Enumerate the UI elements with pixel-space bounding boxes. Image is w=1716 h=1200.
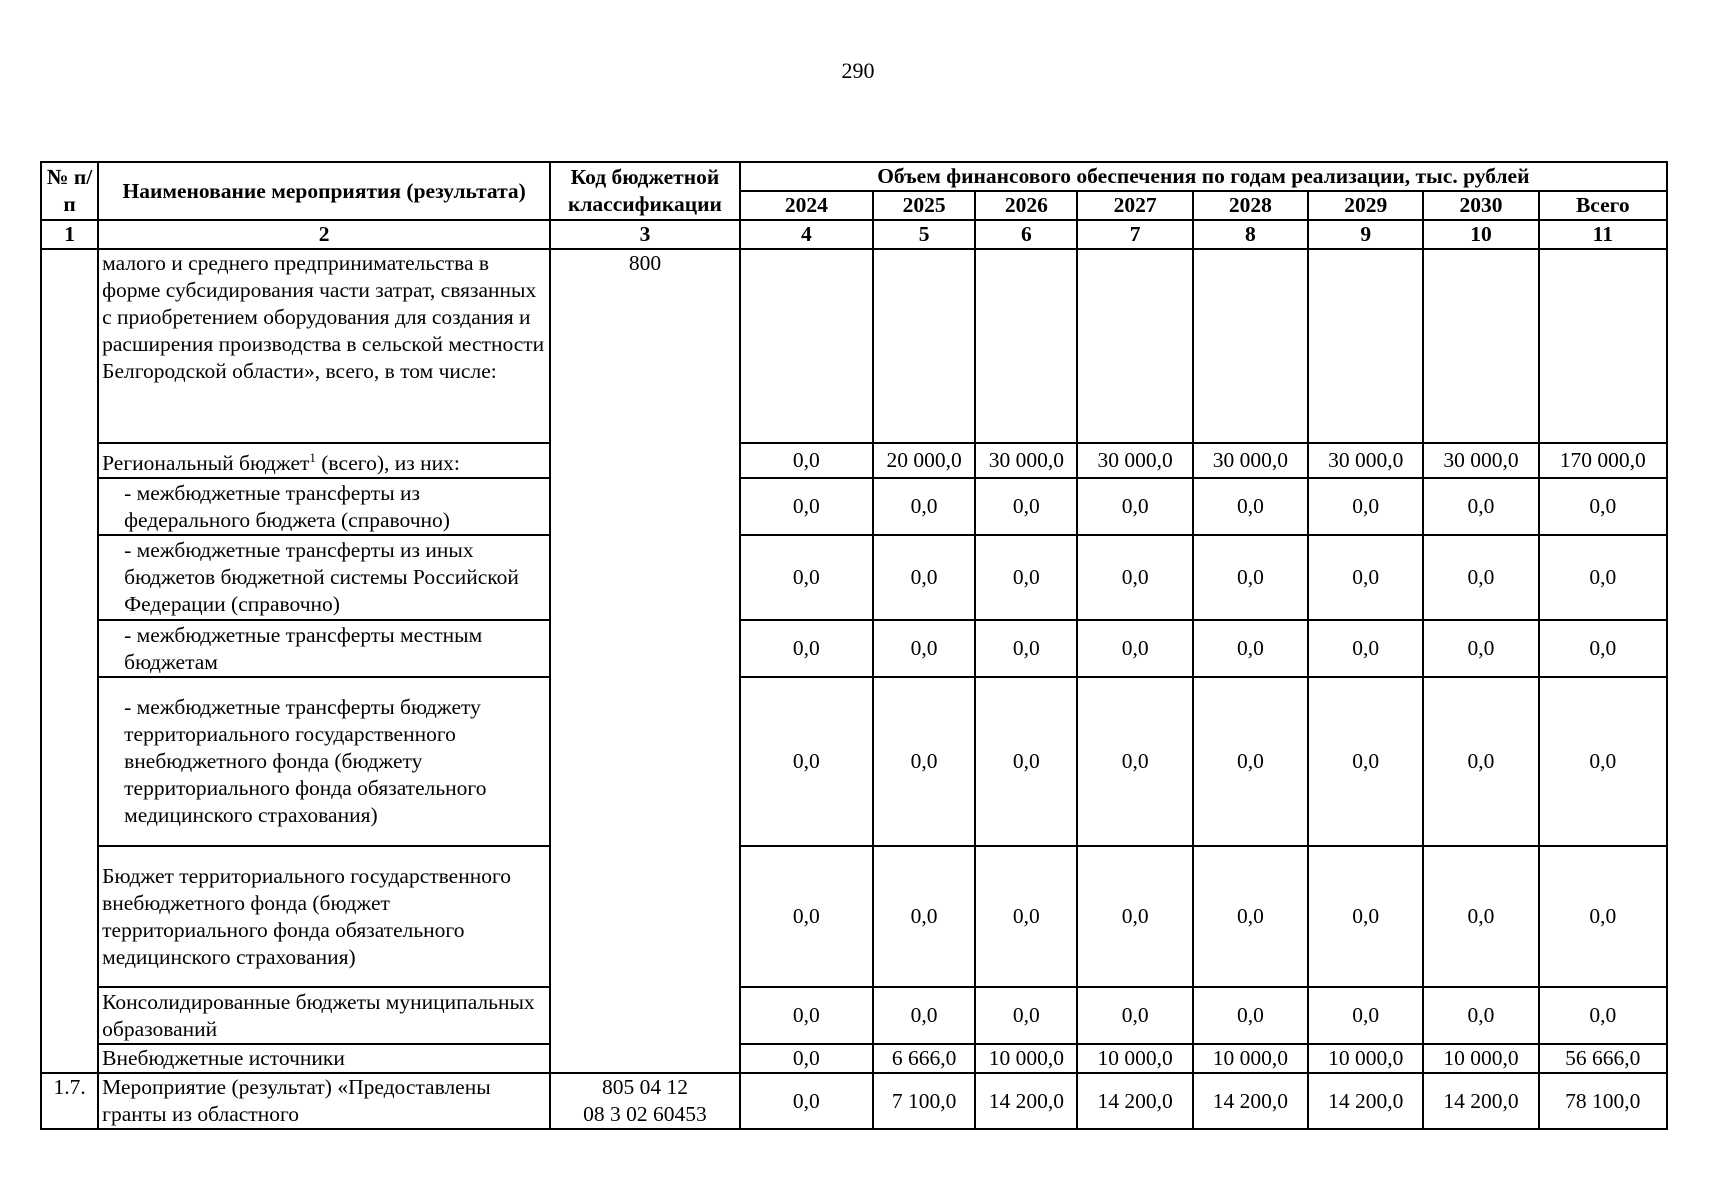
value-cell: 0,0 bbox=[1308, 478, 1423, 535]
value-cell: 0,0 bbox=[1308, 846, 1423, 987]
table-row-1-7 bbox=[41, 1073, 1667, 1129]
value-cell: 0,0 bbox=[1423, 677, 1538, 846]
column-index: 8 bbox=[1193, 220, 1308, 249]
value-cell: 0,0 bbox=[740, 443, 873, 478]
value-cell: 56 666,0 bbox=[1539, 1044, 1667, 1073]
value-cell: 0,0 bbox=[873, 620, 975, 677]
header-total: Всего bbox=[1539, 191, 1667, 220]
value-cell: 0,0 bbox=[1193, 620, 1308, 677]
value-cell: 0,0 bbox=[1423, 846, 1538, 987]
header-volume: Объем финансового обеспечения по годам реализации, тыс. рублей bbox=[740, 162, 1667, 191]
value-cell: 0,0 bbox=[1077, 478, 1192, 535]
value-cell: 170 000,0 bbox=[1539, 443, 1667, 478]
value-cell: 14 200,0 bbox=[975, 1073, 1077, 1129]
value-cell: 0,0 bbox=[1193, 535, 1308, 620]
header-year: 2029 bbox=[1308, 191, 1423, 220]
header-year: 2026 bbox=[975, 191, 1077, 220]
value-cell: 7 100,0 bbox=[873, 1073, 975, 1129]
value-cell: 0,0 bbox=[1193, 846, 1308, 987]
value-cell: 0,0 bbox=[1193, 478, 1308, 535]
value-cell: 0,0 bbox=[1308, 620, 1423, 677]
row-label: - межбюджетные трансферты местным бюджетам bbox=[98, 620, 550, 677]
row-label: - межбюджетные трансферты бюджету территориального государственного внебюджетного фонда (бюджету территориального фонда обязательного медицинского страхования) bbox=[98, 677, 550, 846]
column-index-row bbox=[41, 220, 1667, 249]
value-cell: 0,0 bbox=[1423, 987, 1538, 1044]
value-cell: 10 000,0 bbox=[1308, 1044, 1423, 1073]
value-cell: 0,0 bbox=[1539, 677, 1667, 846]
value-cell: 0,0 bbox=[1193, 987, 1308, 1044]
value-cell: 78 100,0 bbox=[1539, 1073, 1667, 1129]
value-cell: 0,0 bbox=[1077, 535, 1192, 620]
column-index: 4 bbox=[740, 220, 873, 249]
table-row bbox=[41, 535, 1667, 620]
table-row bbox=[41, 846, 1667, 987]
header-year: 2025 bbox=[873, 191, 975, 220]
table-row bbox=[41, 478, 1667, 535]
page-number: 290 bbox=[841, 58, 875, 83]
budget-code: 800 bbox=[550, 249, 739, 1073]
column-index: 1 bbox=[41, 220, 98, 249]
header-row bbox=[41, 162, 1667, 191]
value-cell: 0,0 bbox=[975, 620, 1077, 677]
header-name: Наименование мероприятия (результата) bbox=[98, 162, 550, 220]
value-cell: 0,0 bbox=[975, 987, 1077, 1044]
header-year: 2030 bbox=[1423, 191, 1538, 220]
value-cell: 0,0 bbox=[1308, 535, 1423, 620]
value-cell: 0,0 bbox=[975, 677, 1077, 846]
column-index: 11 bbox=[1539, 220, 1667, 249]
value-cell: 0,0 bbox=[873, 987, 975, 1044]
value-cell: 0,0 bbox=[740, 846, 873, 987]
row-label: Внебюджетные источники bbox=[98, 1044, 550, 1073]
column-index: 9 bbox=[1308, 220, 1423, 249]
value-cell: 0,0 bbox=[740, 620, 873, 677]
value-cell: 0,0 bbox=[1423, 535, 1538, 620]
measure-name: Мероприятие (результат) «Предоставлены гранты из областного bbox=[98, 1073, 550, 1129]
header-year: 2028 bbox=[1193, 191, 1308, 220]
value-cell: 0,0 bbox=[740, 677, 873, 846]
value-cell: 14 200,0 bbox=[1077, 1073, 1192, 1129]
header-num: № п/п bbox=[41, 162, 98, 220]
value-cell: 30 000,0 bbox=[1308, 443, 1423, 478]
value-cell: 0,0 bbox=[740, 1073, 873, 1129]
value-cell: 0,0 bbox=[873, 478, 975, 535]
table-row bbox=[41, 987, 1667, 1044]
column-index: 5 bbox=[873, 220, 975, 249]
column-index: 3 bbox=[550, 220, 739, 249]
value-cell: 0,0 bbox=[873, 677, 975, 846]
value-cell: 30 000,0 bbox=[1193, 443, 1308, 478]
row-num: 1.7. bbox=[41, 1073, 98, 1129]
value-cell: 6 666,0 bbox=[873, 1044, 975, 1073]
value-cell: 20 000,0 bbox=[873, 443, 975, 478]
value-cell: 0,0 bbox=[740, 535, 873, 620]
budget-code: 805 04 12 08 3 02 60453 bbox=[550, 1073, 739, 1129]
value-cell: 0,0 bbox=[740, 478, 873, 535]
value-cell: 0,0 bbox=[1539, 987, 1667, 1044]
value-cell: 30 000,0 bbox=[1423, 443, 1538, 478]
row-label: - межбюджетные трансферты из иных бюджетов бюджетной системы Российской Федерации (справочно) bbox=[98, 535, 550, 620]
header-year: 2027 bbox=[1077, 191, 1192, 220]
header-year: 2024 bbox=[740, 191, 873, 220]
value-cell: 0,0 bbox=[740, 1044, 873, 1073]
value-cell: 0,0 bbox=[1423, 620, 1538, 677]
table-row bbox=[41, 620, 1667, 677]
value-cell: 0,0 bbox=[1539, 478, 1667, 535]
value-cell: 0,0 bbox=[975, 846, 1077, 987]
value-cell: 0,0 bbox=[1539, 620, 1667, 677]
value-cell: 10 000,0 bbox=[1077, 1044, 1192, 1073]
value-cell: 0,0 bbox=[873, 535, 975, 620]
value-cell: 0,0 bbox=[975, 478, 1077, 535]
value-cell: 0,0 bbox=[1077, 987, 1192, 1044]
table-row bbox=[41, 677, 1667, 846]
table-row-continuation bbox=[41, 249, 1667, 443]
value-cell: 0,0 bbox=[1077, 846, 1192, 987]
table-row bbox=[41, 443, 1667, 478]
table-row bbox=[41, 1044, 1667, 1073]
value-cell: 14 200,0 bbox=[1193, 1073, 1308, 1129]
value-cell: 0,0 bbox=[1539, 846, 1667, 987]
value-cell: 30 000,0 bbox=[1077, 443, 1192, 478]
header-code: Код бюджетной классификации bbox=[550, 162, 739, 220]
value-cell: 0,0 bbox=[1077, 677, 1192, 846]
budget-table bbox=[40, 161, 1668, 1130]
column-index: 2 bbox=[98, 220, 550, 249]
measure-name: малого и среднего предпринимательства в форме субсидирования части затрат, связанных с приобретением оборудования для создания и расширения производства в сельской местности Белгородской области», всего, в том числе: bbox=[98, 249, 550, 443]
value-cell: 10 000,0 bbox=[1193, 1044, 1308, 1073]
value-cell: 0,0 bbox=[873, 846, 975, 987]
value-cell: 10 000,0 bbox=[1423, 1044, 1538, 1073]
column-index: 6 bbox=[975, 220, 1077, 249]
value-cell: 0,0 bbox=[1193, 677, 1308, 846]
value-cell: 0,0 bbox=[1077, 620, 1192, 677]
value-cell: 14 200,0 bbox=[1423, 1073, 1538, 1129]
column-index: 10 bbox=[1423, 220, 1538, 249]
value-cell: 0,0 bbox=[975, 535, 1077, 620]
value-cell: 30 000,0 bbox=[975, 443, 1077, 478]
row-num bbox=[41, 249, 98, 1073]
value-cell: 10 000,0 bbox=[975, 1044, 1077, 1073]
value-cell: 14 200,0 bbox=[1308, 1073, 1423, 1129]
row-label: Консолидированные бюджеты муниципальных образований bbox=[98, 987, 550, 1044]
row-label: Региональный бюджет$^1$ (всего), из них: bbox=[98, 443, 550, 478]
value-cell: 0,0 bbox=[1423, 478, 1538, 535]
row-label: - межбюджетные трансферты из федерального бюджета (справочно) bbox=[98, 478, 550, 535]
value-cell: 0,0 bbox=[740, 987, 873, 1044]
value-cell: 0,0 bbox=[1539, 535, 1667, 620]
value-cell: 0,0 bbox=[1308, 987, 1423, 1044]
value-cell: 0,0 bbox=[1308, 677, 1423, 846]
column-index: 7 bbox=[1077, 220, 1192, 249]
row-label: Бюджет территориального государственного внебюджетного фонда (бюджет территориального фонда обязательного медицинского страхования) bbox=[98, 846, 550, 987]
